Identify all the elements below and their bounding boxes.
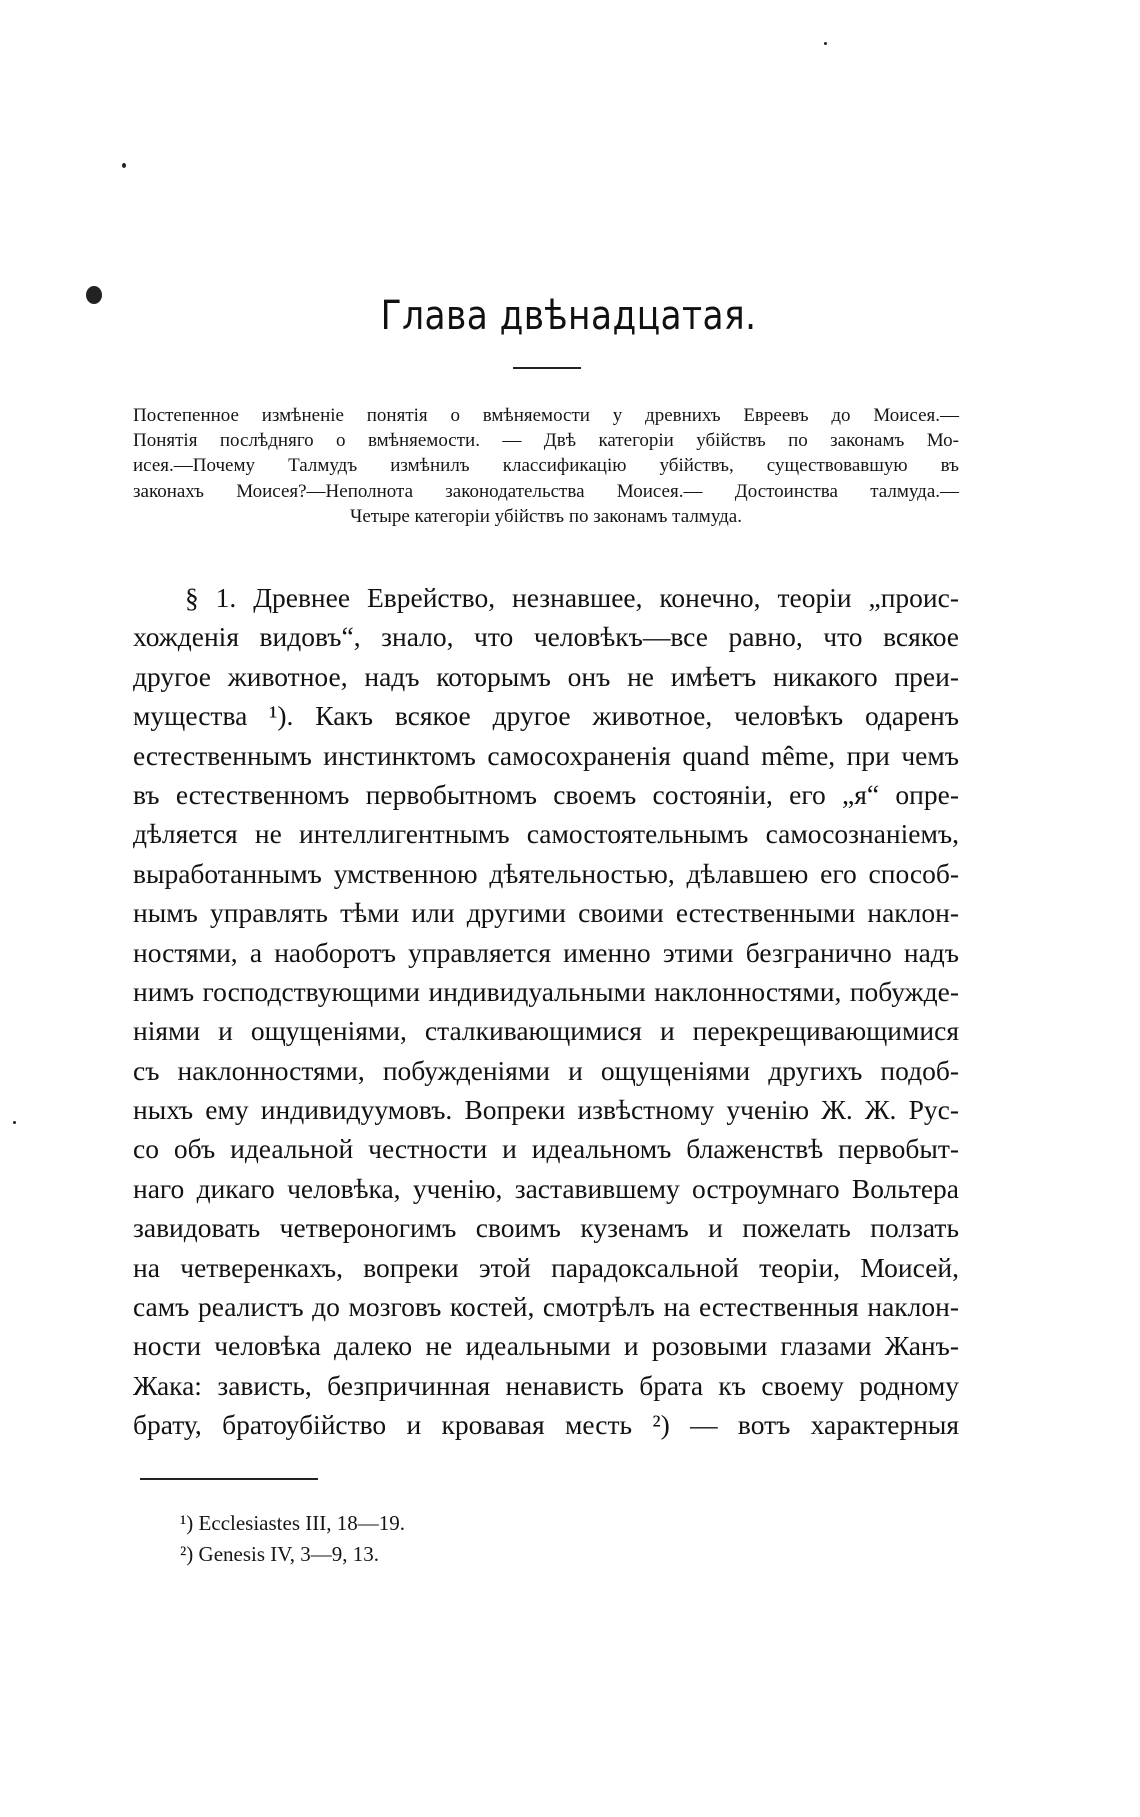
- ink-speck: [824, 42, 827, 45]
- body-line: ности человѣка далеко не идеальными и розовыми глазами Жанъ-: [133, 1330, 959, 1362]
- footnote: ¹) Ecclesiastes III, 18—19.: [180, 1511, 405, 1535]
- body-line: нимъ господствующими индивидуальными наклонностями, побужде-: [133, 975, 959, 1007]
- body-line: со объ идеальной честности и идеальномъ блаженствѣ первобыт-: [133, 1133, 959, 1165]
- ink-speck: [122, 163, 126, 168]
- summary-line: исея.—Почему Талмудъ измѣнилъ классификацію убійствъ, существовавшую въ: [133, 455, 959, 477]
- footnote-divider: [140, 1478, 318, 1480]
- body-line: на четверенкахъ, вопреки этой парадоксальной теоріи, Моисей,: [133, 1251, 959, 1283]
- chapter-summary: [133, 403, 959, 529]
- chapter-title: Глава двѣнадцатая.: [380, 293, 757, 339]
- footnotes: [180, 1508, 405, 1570]
- body-line: Жака: зависть, безпричинная ненависть брата къ своему родному: [133, 1369, 959, 1401]
- title-divider: [513, 367, 581, 369]
- body-line: ніями и ощущеніями, сталкивающимися и перекрещивающимися: [133, 1015, 959, 1047]
- summary-line: Постепенное измѣненіе понятія о вмѣняемости у древнихъ Евреевъ до Моисея.—: [133, 405, 959, 426]
- body-line: хожденія видовъ“, знало, что человѣкъ—все равно, что всякое: [133, 621, 959, 653]
- footnote: ²) Genesis IV, 3—9, 13.: [180, 1542, 379, 1566]
- body-line: другое животное, надъ которымъ онъ не имѣетъ никакого преи-: [133, 660, 959, 692]
- body-line: ныхъ ему индивидуумовъ. Вопреки извѣстному ученію Ж. Ж. Рус-: [133, 1094, 959, 1126]
- summary-line: Понятія послѣдняго о вмѣняемости. — Двѣ категоріи убійствъ по законамъ Мо-: [133, 430, 959, 452]
- body-line: завидовать четвероногимъ своимъ кузенамъ и пожелать ползать: [133, 1212, 959, 1244]
- body-line: выработаннымъ умственною дѣятельностью, дѣлавшею его способ-: [133, 857, 959, 889]
- body-line: естественнымъ инстинктомъ самосохраненія quand même, при чемъ: [133, 739, 959, 771]
- body-line: самъ реалистъ до мозговъ костей, смотрѣлъ на естественныя наклон-: [133, 1291, 959, 1323]
- body-line: брату, братоубійство и кровавая месть ²) — вотъ характерныя: [133, 1409, 959, 1441]
- body-line: ностями, а наоборотъ управляется именно этими безгранично надъ: [133, 936, 959, 968]
- body-line: съ наклонностями, побужденіями и ощущеніями другихъ подоб-: [133, 1054, 959, 1086]
- body-line: § 1. Древнее Еврейство, незнавшее, конечно, теоріи „проис-: [185, 582, 959, 613]
- body-line: мущества ¹). Какъ всякое другое животное, человѣкъ одаренъ: [133, 700, 959, 732]
- summary-line: законахъ Моисея?—Неполнота законодательства Моисея.— Достоинства талмуда.—: [133, 480, 959, 502]
- ink-speck: [13, 1121, 16, 1124]
- summary-line: Четыре категоріи убійствъ по законамъ талмуда.: [350, 505, 742, 527]
- body-line: въ естественномъ первобытномъ своемъ состояніи, его „я“ опре-: [133, 778, 959, 810]
- body-paragraph: [133, 578, 959, 1445]
- body-line: нымъ управлять тѣми или другими своими естественными наклон-: [133, 897, 959, 929]
- body-line: наго дикаго человѣка, ученію, заставившему остроумнаго Вольтера: [133, 1172, 959, 1204]
- body-line: дѣляется не интеллигентнымъ самостоятельнымъ самосознаніемъ,: [133, 818, 959, 850]
